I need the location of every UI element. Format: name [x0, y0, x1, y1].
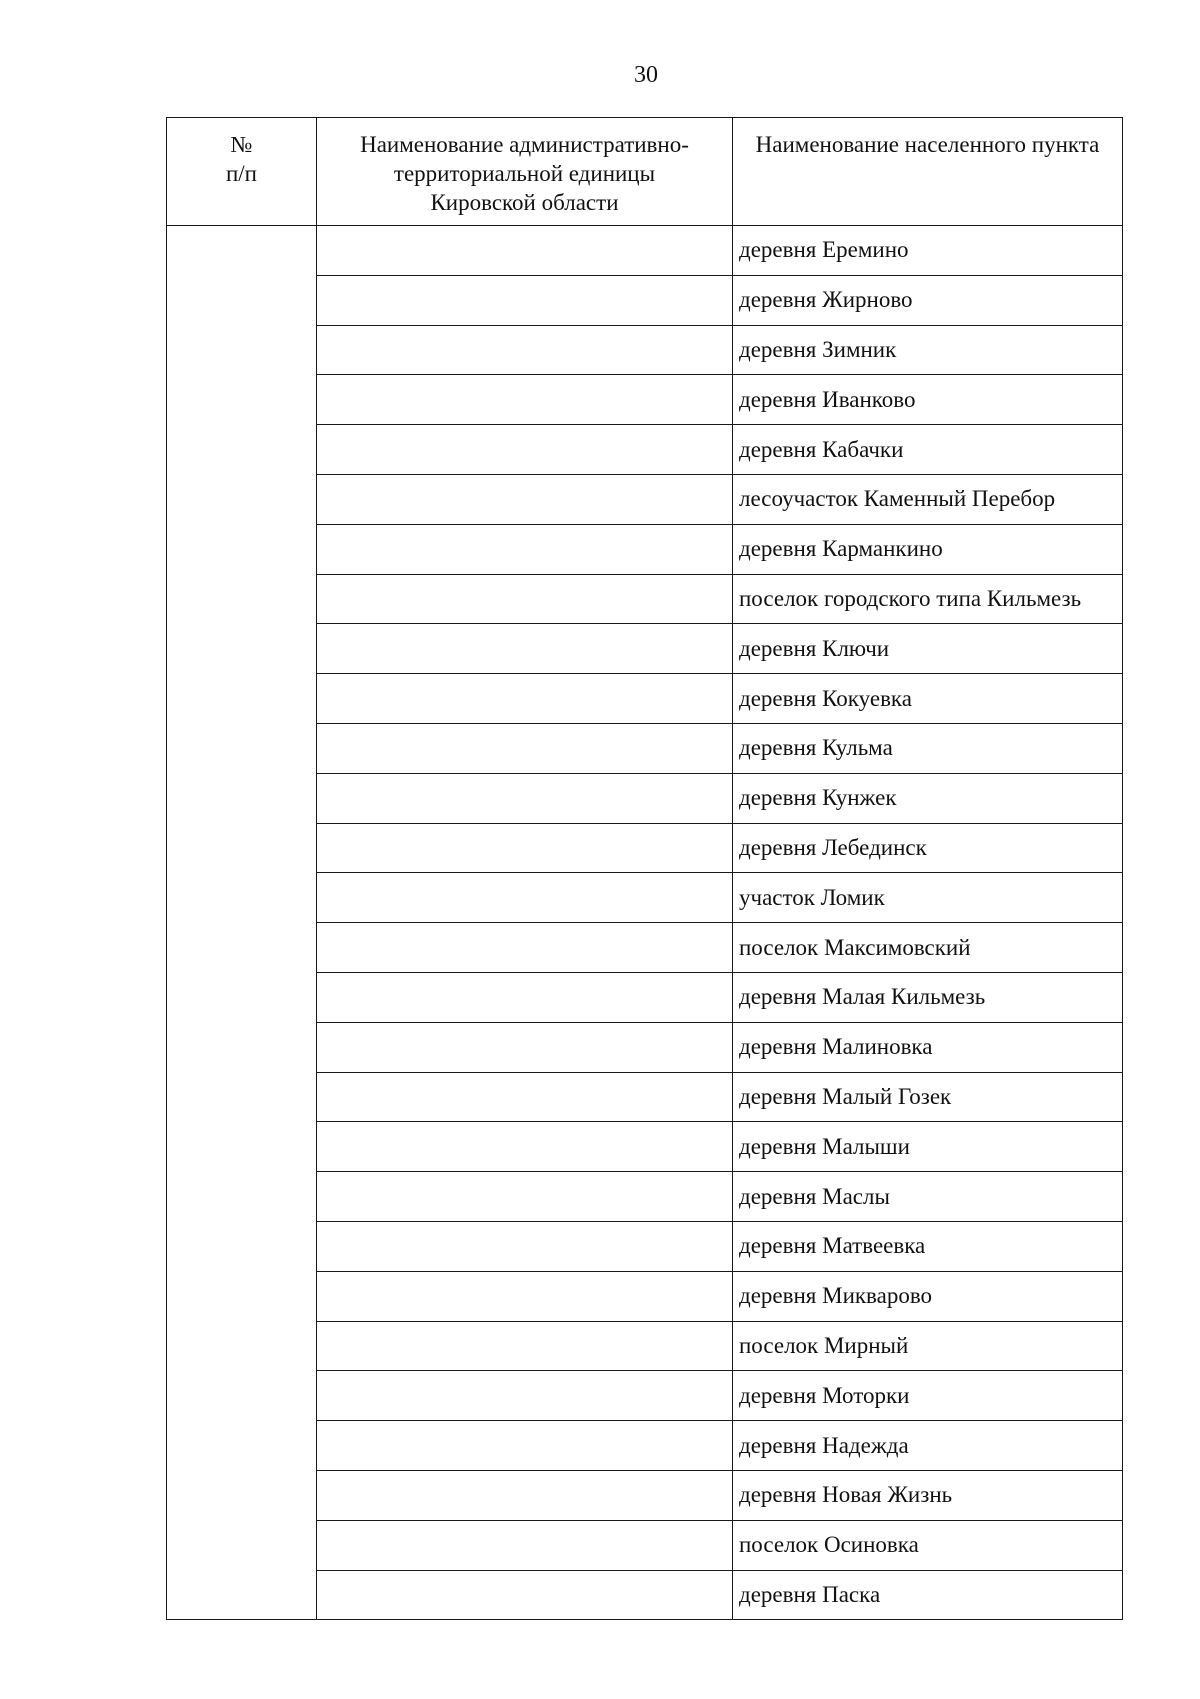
settlement-name-cell: поселок городского типа Кильмезь [733, 574, 1123, 624]
admin-unit-cell [317, 425, 733, 475]
header-unit-column [317, 118, 733, 226]
settlement-name-cell: деревня Ключи [733, 624, 1123, 674]
settlement-name-cell: деревня Кульма [733, 723, 1123, 773]
header-number-abbrev: п/п [225, 161, 257, 186]
settlement-name-cell: деревня Иванково [733, 375, 1123, 425]
admin-unit-cell [317, 1520, 733, 1570]
settlement-name-cell: поселок Максимовский [733, 923, 1123, 973]
settlement-name-cell: деревня Жирново [733, 275, 1123, 325]
settlements-table [166, 117, 1123, 1620]
admin-unit-cell [317, 1421, 733, 1471]
admin-unit-cell [317, 624, 733, 674]
settlement-name-cell: участок Ломик [733, 873, 1123, 923]
admin-unit-cell [317, 923, 733, 973]
header-settlement-column [733, 118, 1123, 226]
settlement-name-cell: деревня Кокуевка [733, 674, 1123, 724]
settlement-name-cell: лесоучасток Каменный Перебор [733, 474, 1123, 524]
admin-unit-cell [317, 1371, 733, 1421]
settlement-name-cell: деревня Кабачки [733, 425, 1123, 475]
settlement-name-cell: деревня Надежда [733, 1421, 1123, 1471]
admin-unit-cell [317, 873, 733, 923]
header-unit-line-2: территориальной единицы [393, 161, 656, 186]
settlement-name-cell: поселок Осиновка [733, 1520, 1123, 1570]
settlement-name-cell: деревня Малая Кильмезь [733, 972, 1123, 1022]
settlement-name-cell: деревня Лебединск [733, 823, 1123, 873]
settlement-name-cell: деревня Малыши [733, 1122, 1123, 1172]
admin-unit-cell [317, 474, 733, 524]
admin-unit-cell [317, 1072, 733, 1122]
admin-unit-cell [317, 1122, 733, 1172]
admin-unit-cell [317, 1321, 733, 1371]
admin-unit-cell [317, 823, 733, 873]
admin-unit-cell [317, 325, 733, 375]
admin-unit-cell [317, 972, 733, 1022]
admin-unit-cell [317, 773, 733, 823]
settlement-name-cell: поселок Мирный [733, 1321, 1123, 1371]
admin-unit-cell [317, 723, 733, 773]
admin-unit-cell [317, 375, 733, 425]
settlement-name-cell: деревня Зимник [733, 325, 1123, 375]
header-unit-line-1: Наименование административно- [360, 132, 689, 157]
admin-unit-cell [317, 1022, 733, 1072]
settlement-name-cell: деревня Микварово [733, 1271, 1123, 1321]
table-header [167, 118, 1123, 226]
admin-unit-cell [317, 1221, 733, 1271]
table-row [167, 226, 1123, 276]
header-number-symbol: № [230, 132, 253, 157]
settlement-name-cell: деревня Малый Гозек [733, 1072, 1123, 1122]
admin-unit-cell [317, 1172, 733, 1222]
admin-unit-cell [317, 574, 733, 624]
settlement-name-cell: деревня Маслы [733, 1172, 1123, 1222]
settlement-name-cell: деревня Малиновка [733, 1022, 1123, 1072]
settlement-name-cell: деревня Еремино [733, 226, 1123, 276]
admin-unit-cell [317, 275, 733, 325]
table-body [167, 226, 1123, 1620]
header-unit-line-3: Кировской области [430, 190, 619, 215]
settlement-name-cell: деревня Матвеевка [733, 1221, 1123, 1271]
header-settlement-line-1: Наименование населенного пункта [755, 132, 1100, 157]
admin-unit-cell [317, 226, 733, 276]
row-number-cell [167, 226, 317, 1620]
settlement-name-cell: деревня Паска [733, 1570, 1123, 1620]
settlement-name-cell: деревня Карманкино [733, 524, 1123, 574]
admin-unit-cell [317, 524, 733, 574]
header-number-column [167, 118, 317, 226]
admin-unit-cell [317, 1570, 733, 1620]
admin-unit-cell [317, 674, 733, 724]
admin-unit-cell [317, 1470, 733, 1520]
settlement-name-cell: деревня Моторки [733, 1371, 1123, 1421]
admin-unit-cell [317, 1271, 733, 1321]
settlement-name-cell: деревня Кунжек [733, 773, 1123, 823]
settlement-name-cell: деревня Новая Жизнь [733, 1470, 1123, 1520]
page-number: 30 [634, 62, 658, 88]
header-row [167, 118, 1123, 226]
